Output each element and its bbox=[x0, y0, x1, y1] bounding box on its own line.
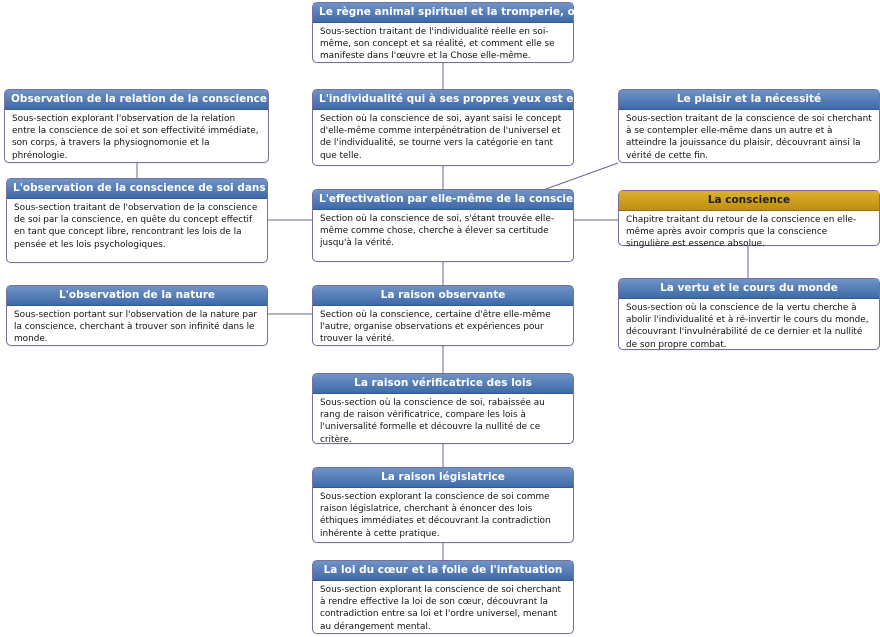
node-observation-relation[interactable] bbox=[4, 89, 308, 163]
node-raison-legislatrice[interactable] bbox=[312, 467, 574, 543]
node-title: Le règne animal spirituel et la tromperie, ou la... bbox=[313, 3, 573, 23]
node-title: La loi du cœur et la folie de l'infatuation bbox=[313, 561, 573, 581]
node-title: L'individualité qui à ses propres yeux est en s... bbox=[313, 90, 573, 110]
node-loi-du-coeur[interactable] bbox=[312, 560, 574, 634]
node-description: Section où la conscience, certaine d'être elle-même l'autre, organise observations et expériences pour trouver la vérité. bbox=[320, 310, 551, 345]
node-raison-verificatrice[interactable] bbox=[312, 373, 574, 444]
node-description: Sous-section traitant de la conscience de soi cherchant à se contempler elle-même dans un autre et à atteindre la jouissance du plaisir, découvrant ainsi la vérité de cette fin. bbox=[626, 114, 872, 161]
node-description: Section où la conscience de soi, ayant saisi le concept d'elle-même comme interpénétration de l'universel et de l'individualité, se tourne vers la catégorie en tant que telle. bbox=[320, 114, 562, 161]
node-la-conscience[interactable] bbox=[618, 190, 880, 250]
node-title: La conscience bbox=[619, 191, 879, 211]
node-plaisir[interactable] bbox=[618, 89, 880, 163]
node-observation-nature[interactable] bbox=[6, 285, 268, 346]
node-regne-animal[interactable] bbox=[312, 2, 609, 63]
node-title: L'effectivation par elle-même de la conscience... bbox=[313, 190, 573, 210]
node-individualite[interactable] bbox=[312, 89, 603, 166]
node-description: Chapitre traitant du retour de la conscience en elle-même après avoir compris que la conscience singulière est essence absolue. bbox=[626, 215, 857, 250]
node-description: Section où la conscience de soi, s'étant trouvée elle-même comme chose, cherche à élever sa certitude jusqu'à la vérité. bbox=[320, 214, 555, 249]
node-title: La raison législatrice bbox=[313, 468, 573, 488]
node-description: Sous-section explorant la conscience de soi cherchant à rendre effective la loi de son cœur, découvrant la contradiction entre sa loi et l'ordre universel, menant au dérangement mental. bbox=[320, 585, 561, 632]
node-observation-conscience-soi[interactable] bbox=[6, 178, 299, 263]
node-title: La raison observante bbox=[313, 286, 573, 306]
node-title: Observation de la relation de la conscience de s... bbox=[5, 90, 268, 110]
node-title: L'observation de la nature bbox=[7, 286, 267, 306]
node-description: Sous-section explorant la conscience de soi comme raison législatrice, cherchant à énoncer des lois éthiques immédiates et découvrant la contradiction inhérente à cette pratique. bbox=[320, 492, 551, 539]
node-title: L'observation de la conscience de soi dans sa ... bbox=[7, 179, 267, 199]
node-description: Sous-section explorant l'observation de la relation entre la conscience de soi et son effectivité immédiate, son corps, à travers la physiognomonie et la phrénologie. bbox=[12, 114, 259, 161]
node-description: Sous-section traitant de l'observation de la conscience de soi par la conscience, en quête du concept effectif en tant que concept libre, rencontrant les lois de la pensée et les lois psychologiques. bbox=[14, 203, 258, 250]
node-description: Sous-section traitant de l'individualité réelle en soi-même, son concept et sa réalité, et comment elle se manifeste dans l'œuvre et la Chose elle-même. bbox=[320, 27, 555, 62]
node-title: La vertu et le cours du monde bbox=[619, 279, 879, 299]
edge-plaisir-effectivation bbox=[546, 163, 618, 189]
node-vertu[interactable] bbox=[618, 278, 880, 350]
node-title: Le plaisir et la nécessité bbox=[619, 90, 879, 110]
node-effectivation[interactable] bbox=[312, 189, 606, 262]
node-description: Sous-section où la conscience de la vertu cherche à abolir l'individualité et à ré-invertir le cours du monde, découvrant l'invulnérabilité de ce dernier et la nullité de son propre combat. bbox=[626, 303, 869, 350]
node-description: Sous-section portant sur l'observation de la nature par la conscience, cherchant à trouver son infinité dans le monde. bbox=[14, 310, 258, 345]
node-description: Sous-section où la conscience de soi, rabaissée au rang de raison vérificatrice, compare les lois à l'universalité formelle et découvre la nullité de ce critère. bbox=[320, 398, 545, 445]
node-raison-observante[interactable] bbox=[312, 285, 574, 346]
node-title: La raison vérificatrice des lois bbox=[313, 374, 573, 394]
